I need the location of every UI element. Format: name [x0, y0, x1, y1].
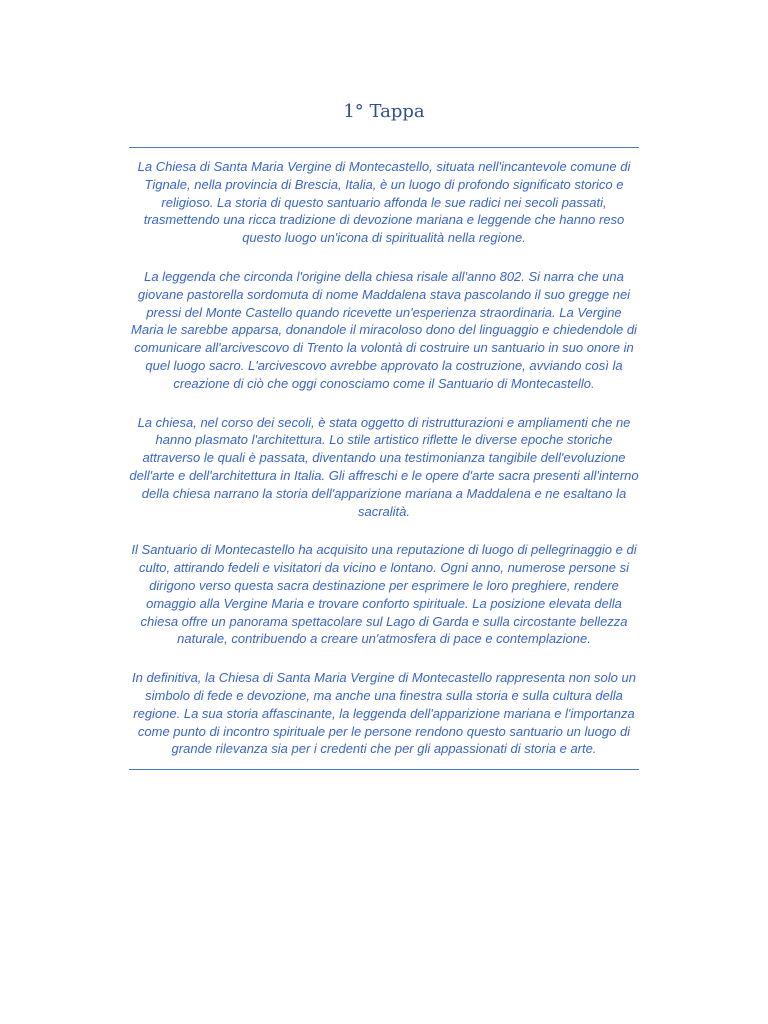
document-body — [129, 158, 639, 758]
page-title: 1° Tappa — [343, 101, 425, 122]
top-divider — [129, 147, 639, 148]
paragraph-1: La Chiesa di Santa Maria Vergine di Montecastello, situata nell'incantevole comune di Tignale, nella provincia di Brescia, Italia, è un luogo di profondo significato storico e religioso. La storia di questo santuario affonda le sue radici nei secoli passati, trasmettendo una ricca tradizione di devozione mariana e leggende che hanno reso questo luogo un'icona di spiritualità nella regione. — [137, 159, 631, 246]
paragraph-3: La chiesa, nel corso dei secoli, è stata oggetto di ristrutturazioni e ampliamenti che ne hanno plasmato l'architettura. Lo stile artistico riflette le diverse epoche storiche attraverso le quali è passata, diventando una testimonianza tangibile dell'evoluzione dell'arte e dell'architettura in Italia. Gli affreschi e le opere d'arte sacra presenti all'interno della chiesa narrano la storia dell'apparizione mariana a Maddalena e ne esaltano la sacralità. — [129, 414, 639, 519]
paragraph-5: In definitiva, la Chiesa di Santa Maria Vergine di Montecastello rappresenta non solo un simbolo di fede e devozione, ma anche una finestra sulla storia e sulla cultura della regione. La sua storia affascinante, la leggenda dell'apparizione mariana e l'importanza come punto di incontro spirituale per le persone rendono questo santuario un luogo di grande rilevanza sia per i credenti che per gli appassionati di storia e arte. — [132, 670, 636, 757]
bottom-divider — [129, 769, 639, 770]
paragraph-4: Il Santuario di Montecastello ha acquisito una reputazione di luogo di pellegrinaggio e di culto, attirando fedeli e visitatori da vicino e lontano. Ogni anno, numerose persone si dirigono verso questa sacra destinazione per esprimere le loro preghiere, rendere omaggio alla Vergine Maria e trovare conforto spirituale. La posizione elevata della chiesa offre un panorama spettacolare sul Lago di Garda e sulla circostante bellezza naturale, contribuendo a creare un'atmosfera di pace e contemplazione. — [131, 542, 637, 647]
paragraph-2: La leggenda che circonda l'origine della chiesa risale all'anno 802. Si narra che una giovane pastorella sordomuta di nome Maddalena stava pascolando il suo gregge nei pressi del Monte Castello quando ricevette un'esperienza straordinaria. La Vergine Maria le sarebbe apparsa, donandole il miracoloso dono del linguaggio e chiedendole di comunicare all'arcivescovo di Trento la volontà di costruire un santuario in suo onore in quel luogo sacro. L'arcivescovo avrebbe approvato la costruzione, avviando così la creazione di ciò che oggi conosciamo come il Santuario di Montecastello. — [131, 268, 637, 391]
